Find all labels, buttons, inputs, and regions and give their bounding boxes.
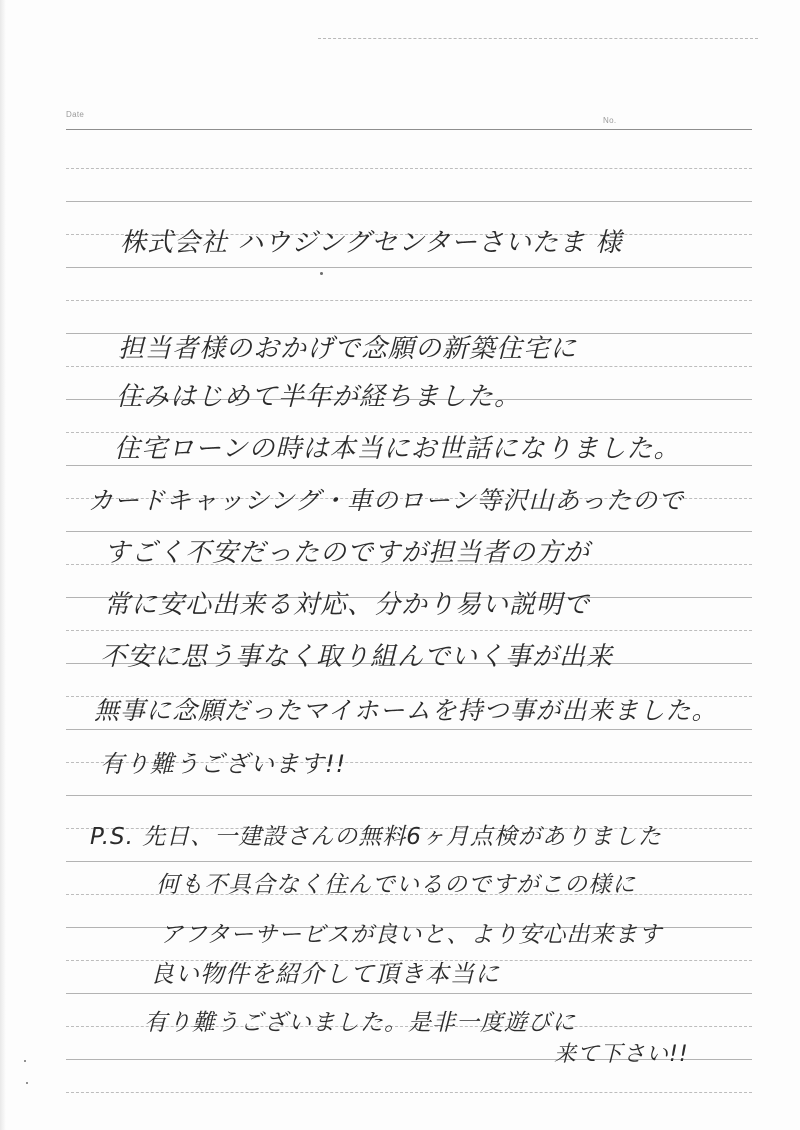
ps-line: P.S. 先日、一建設さんの無料6ヶ月点検がありました	[90, 824, 662, 850]
ruled-line	[66, 1092, 752, 1093]
ruled-line	[66, 729, 752, 730]
letter-line: 担当者様のおかげで念願の新築住宅に	[118, 334, 578, 364]
letter-line: 住宅ローンの時は本当にお世話になりました。	[114, 434, 681, 464]
scan-top-dashed-line	[318, 38, 758, 40]
letter-line: すごく不安だったのですが担当者の方が	[104, 538, 591, 568]
letter-line: 有り難うございます!!	[100, 750, 347, 778]
scan-speck	[320, 272, 323, 275]
letter-line: 不安に思う事なく取り組んでいく事が出来	[100, 642, 614, 672]
ruled-line	[66, 366, 752, 367]
ruled-line	[66, 267, 752, 268]
ruled-line	[66, 168, 752, 169]
scan-speck	[26, 1082, 28, 1084]
ruled-line	[66, 465, 752, 466]
letter-salutation: 株式会社 ハウジングセンターさいたま 様	[120, 228, 623, 258]
letter-line: 住みはじめて半年が経ちました。	[116, 382, 522, 412]
ruled-line	[66, 630, 752, 631]
ps-line: 何も不具合なく住んでいるのですがこの様に	[156, 872, 636, 898]
ps-line: 来て下さい!!	[554, 1042, 689, 1067]
ruled-line	[66, 432, 752, 433]
header-rule	[66, 129, 752, 130]
ruled-line	[66, 795, 752, 796]
letter-line: カードキャッシング・車のローン等沢山あったので	[88, 486, 685, 515]
ruled-line	[66, 300, 752, 301]
letter-line: 常に安心出来る対応、分かり易い説明で	[104, 590, 591, 620]
scan-speck	[24, 1060, 26, 1062]
number-label: No.	[603, 116, 617, 125]
date-label: Date	[66, 110, 85, 119]
ps-line: 有り難うございました。是非一度遊びに	[144, 1010, 576, 1036]
ruled-line	[66, 531, 752, 532]
scan-edge-shadow	[0, 0, 6, 1130]
ps-line: 良い物件を紹介して頂き本当に	[150, 960, 500, 988]
ps-line: アフターサービスが良いと、より安心出来ます	[160, 922, 663, 948]
ruled-line	[66, 993, 752, 994]
letter-line: 無事に念願だったマイホームを持つ事が出来ました。	[94, 696, 718, 725]
ruled-line	[66, 861, 752, 862]
ruled-line	[66, 201, 752, 202]
